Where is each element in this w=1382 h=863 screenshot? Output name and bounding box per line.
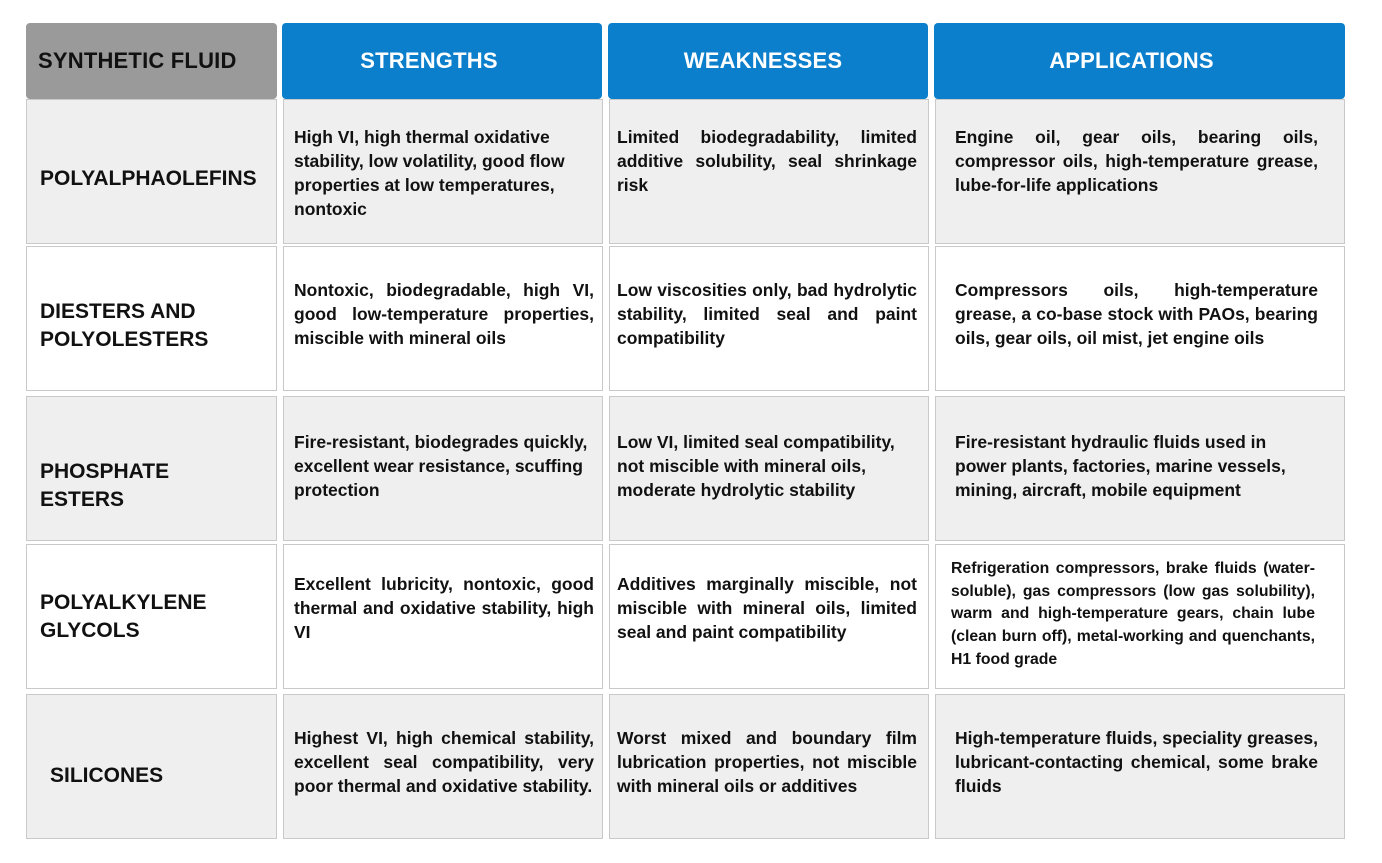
header-synthetic-fluid: SYNTHETIC FLUID	[26, 23, 277, 99]
table-row-3-strengths: Fire-resistant, biodegrades quickly, excellent wear resistance, scuffing protection	[294, 432, 588, 500]
header-applications: APPLICATIONS	[934, 23, 1345, 99]
table-row-5-applications: High-temperature fluids, speciality greases, lubricant-contacting chemical, some brake fluids	[955, 728, 1318, 796]
table-row-2-strengths: Nontoxic, biodegradable, high VI, good low-temperature properties, miscible with mineral oils	[294, 280, 594, 348]
table-row-2-fluid: DIESTERS AND POLYOLESTERS	[40, 300, 209, 351]
header-strengths: STRENGTHS	[282, 23, 602, 99]
table-row-4-fluid: POLYALKYLENE GLYCOLS	[40, 590, 207, 642]
table-row-1-strengths: High VI, high thermal oxidative stability, low volatility, good flow properties at low temperatures, nontoxic	[294, 127, 565, 219]
table-row-5-fluid: SILICONES	[50, 764, 164, 787]
table-row-1-fluid: POLYALPHAOLEFINS	[40, 167, 257, 190]
table-row-5-weaknesses: Worst mixed and boundary film lubrication properties, not miscible with mineral oils or additives	[617, 728, 917, 796]
table-row-3-fluid: PHOSPHATE ESTERS	[40, 460, 170, 511]
table-row-3-applications: Fire-resistant hydraulic fluids used in power plants, factories, marine vessels, mining, aircraft, mobile equipment	[955, 432, 1286, 500]
table-row-4-applications: Refrigeration compressors, brake fluids (water-soluble), gas compressors (low gas solubility), warm and high-temperature gears, chain lube (clean burn off), metal-working and quenchants, H1 food grade	[951, 560, 1315, 668]
table-row-2-applications: Compressors oils, high-temperature grease, a co-base stock with PAOs, bearing oils, gear oils, oil mist, jet engine oils	[955, 280, 1318, 348]
table-row-3-weaknesses: Low VI, limited seal compatibility, not miscible with mineral oils, moderate hydrolytic stability	[617, 432, 895, 500]
table-row-2-weaknesses: Low viscosities only, bad hydrolytic stability, limited seal and paint compatibility	[617, 280, 917, 348]
table-row-1-weaknesses: Limited biodegradability, limited additive solubility, seal shrinkage risk	[617, 127, 917, 195]
table-row-1-applications: Engine oil, gear oils, bearing oils, compressor oils, high-temperature grease, lube-for-life applications	[955, 127, 1318, 195]
table-row-4-weaknesses: Additives marginally miscible, not miscible with mineral oils, limited seal and paint compatibility	[617, 574, 917, 642]
header-weaknesses: WEAKNESSES	[608, 23, 928, 99]
table-row-4-strengths: Excellent lubricity, nontoxic, good thermal and oxidative stability, high VI	[294, 574, 594, 642]
table-row-5-strengths: Highest VI, high chemical stability, excellent seal compatibility, very poor thermal and oxidative stability.	[294, 728, 594, 796]
